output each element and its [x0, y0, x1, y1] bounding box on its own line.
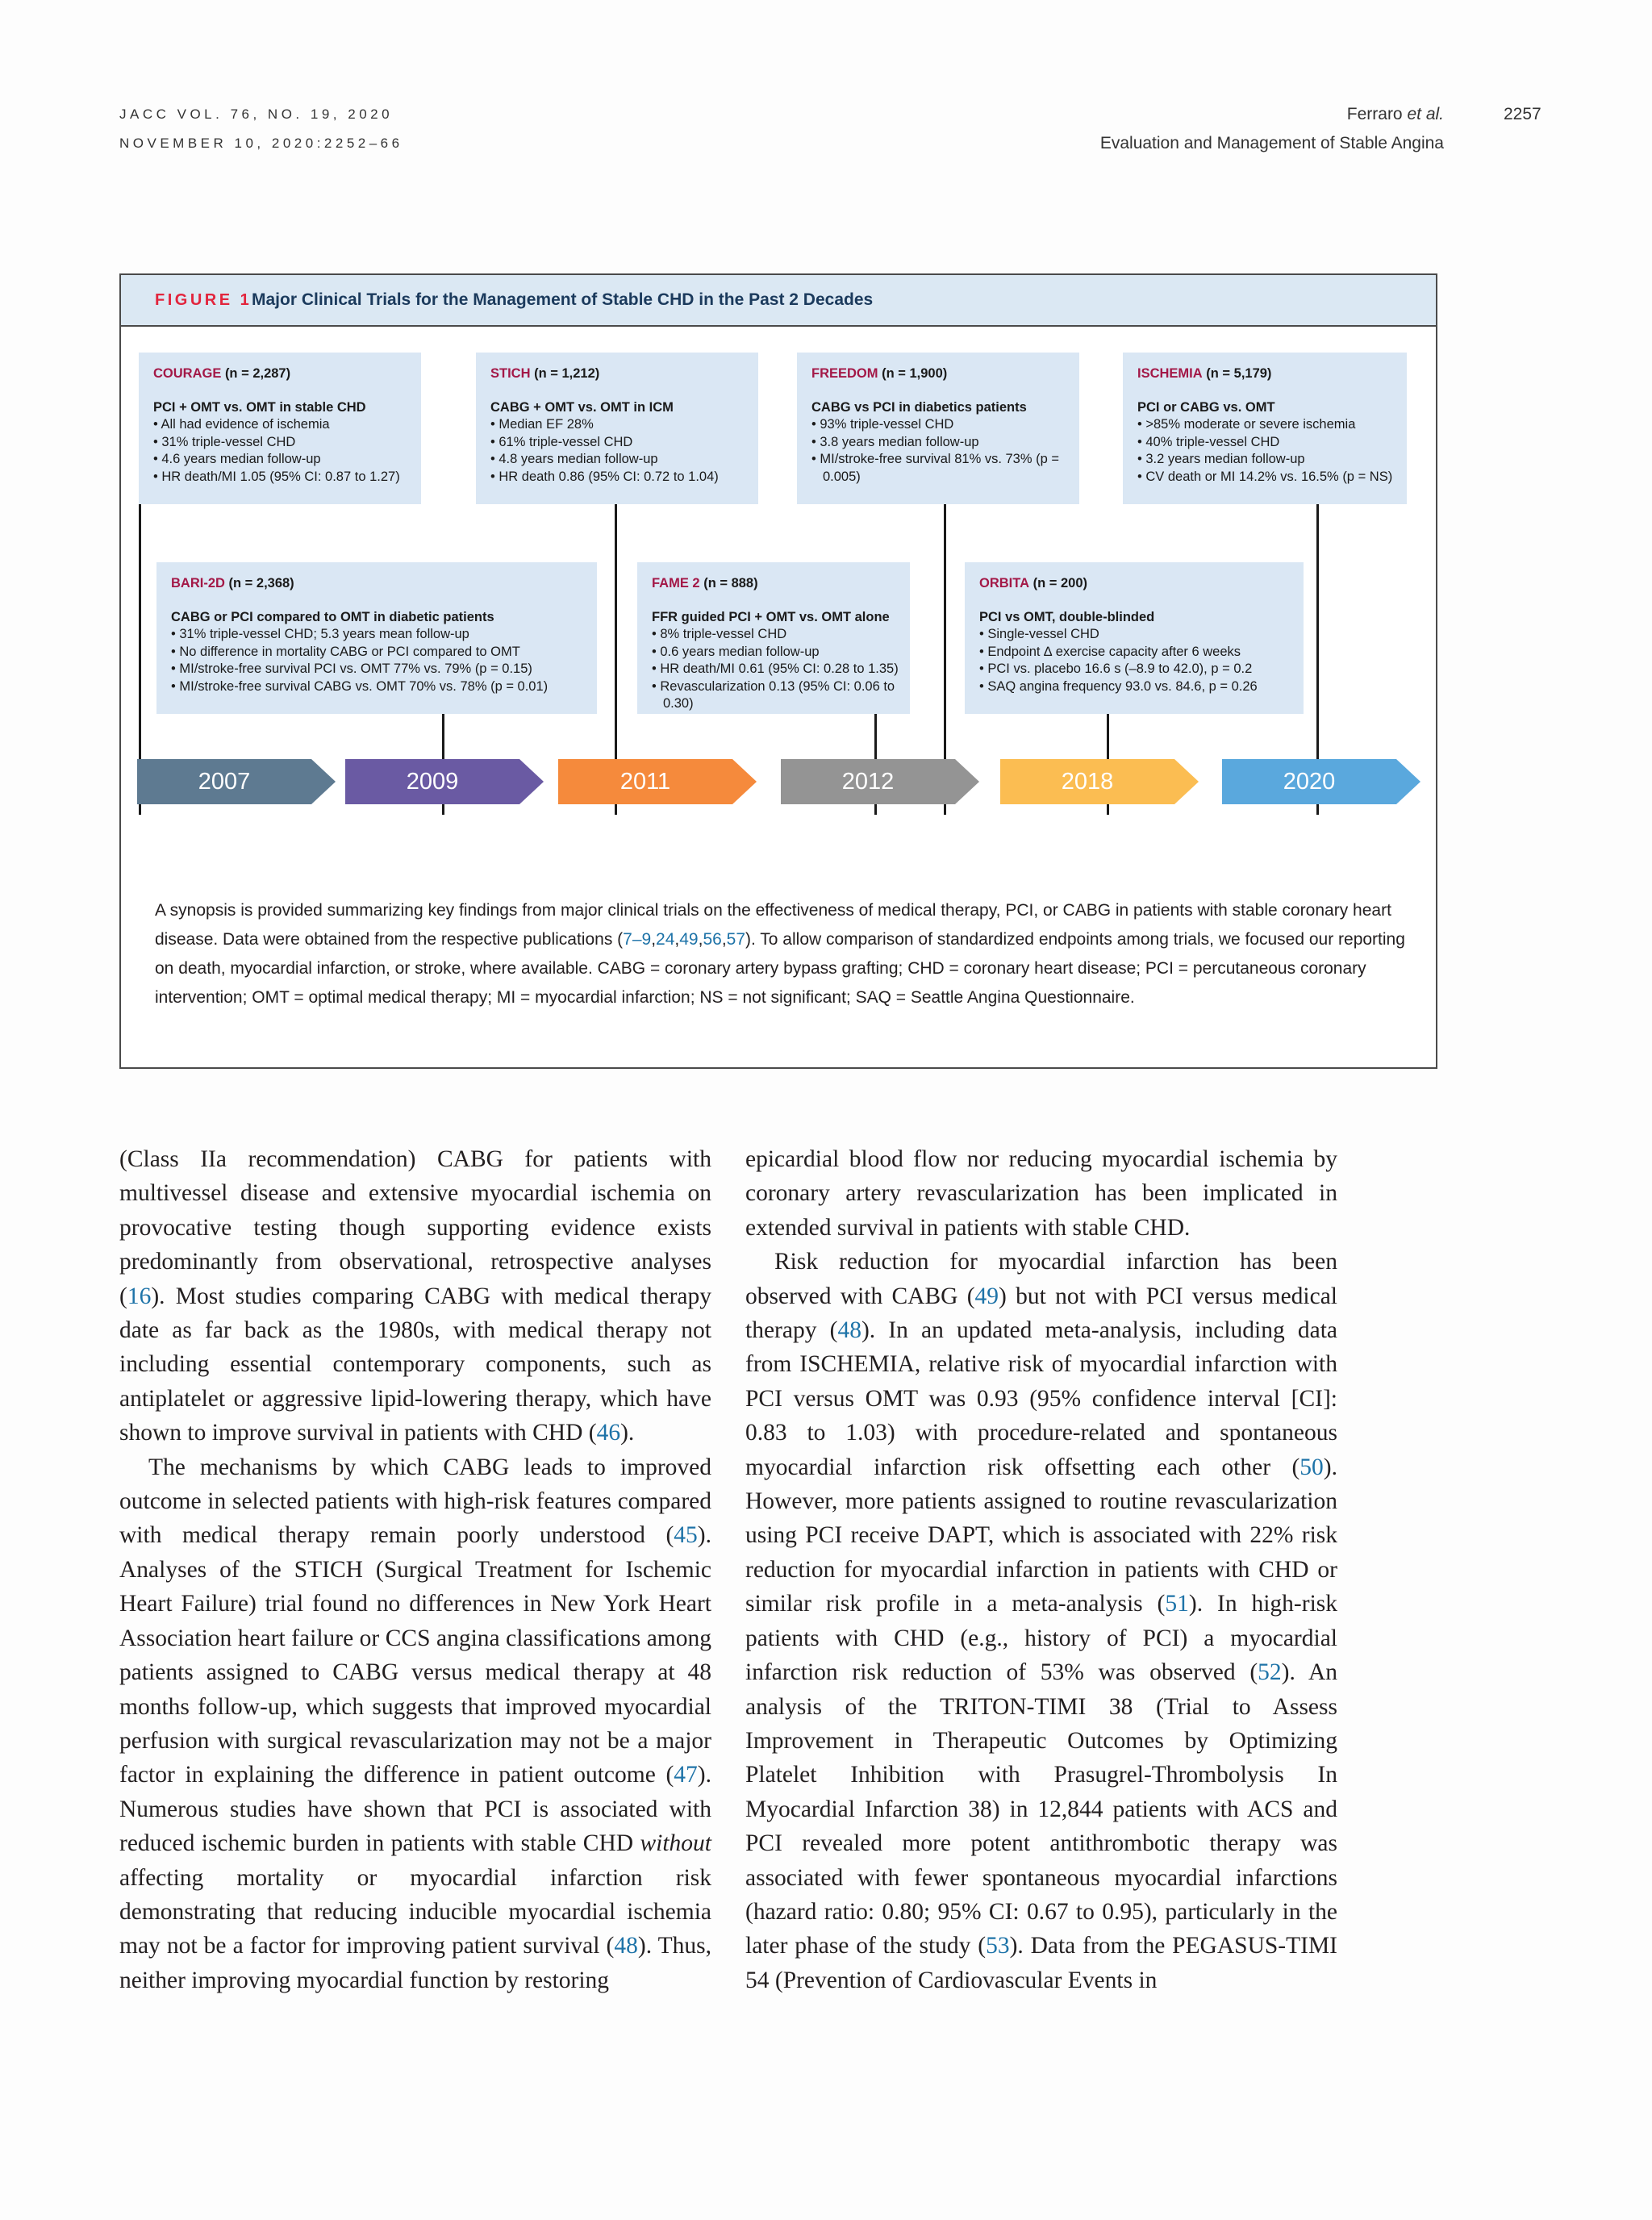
trial-bullet: • 31% triple-vessel CHD	[153, 434, 296, 449]
caption-ref-link[interactable]: 57	[726, 930, 746, 949]
running-head-left	[119, 100, 403, 158]
paragraph-text: affecting mortality or myocardial infarction risk demonstrating that reducing inducible myocardial ischemia may not be a factor for improving patient survival (	[119, 1864, 711, 1959]
reference-link[interactable]: 50	[1299, 1454, 1324, 1480]
figure-label: FIGURE 1	[155, 291, 252, 309]
paragraph-text: ). Analyses of the STICH (Surgical Treatment for Ischemic Heart Failure) trial found no differences in New York Heart Association heart failure or CCS angina classifications among patients assigned to CABG versus medical therapy at 48 months follow-up, which suggests that improved myocardial perfusion with surgical revascularization may not be a major factor in explaining the difference in patient outcome (	[119, 1522, 711, 1788]
trial-box-ischemia	[1123, 353, 1407, 504]
trial-bullet: • PCI vs. placebo 16.6 s (–8.9 to 42.0), p = 0.2	[979, 661, 1253, 676]
trial-bullet: • Median EF 28%	[490, 417, 594, 432]
trial-n: (n = 1,900)	[882, 366, 948, 381]
trial-bullet: • HR death/MI 0.61 (95% CI: 0.28 to 1.35)	[652, 661, 899, 676]
caption-text: A synopsis is provided summarizing key findings from major clinical trials on the effectiveness of medical therapy, PCI, or CABG in patients with stable coronary heart disease. Data were obtained from the respective publications (	[155, 901, 1391, 949]
trial-bullet: • All had evidence of ischemia	[153, 417, 330, 432]
paragraph	[745, 1142, 1337, 1245]
trial-n: (n = 5,179)	[1206, 366, 1272, 381]
running-head-right	[1100, 100, 1444, 158]
trial-n: (n = 200)	[1032, 576, 1088, 590]
trial-name: ISCHEMIA	[1137, 366, 1203, 381]
trial-name: STICH	[490, 366, 531, 381]
trial-bullet: • 8% triple-vessel CHD	[652, 627, 787, 641]
paragraph-text: The mechanisms by which CABG leads to improved outcome in selected patients with high-risk features compared with medical therapy remain poorly understood (	[119, 1454, 711, 1549]
timeline-year-label: 2009	[406, 769, 459, 795]
trial-bullet: • SAQ angina frequency 93.0 vs. 84.6, p = 0.26	[979, 678, 1258, 694]
trial-bullet: • Revascularization 0.13 (95% CI: 0.06 to 0.30)	[652, 678, 895, 711]
paragraph-text: ).	[620, 1420, 635, 1446]
trial-n: (n = 888)	[703, 576, 758, 590]
paragraph-text: Risk reduction for myocardial infarction has been observed with CABG (	[745, 1249, 1337, 1309]
figure-1	[119, 273, 1437, 1069]
body-column-right	[745, 1142, 1337, 1997]
reference-link[interactable]: 51	[1165, 1591, 1189, 1617]
trial-bullet: • >85% moderate or severe ischemia	[1137, 417, 1356, 432]
trial-n: (n = 2,368)	[228, 576, 294, 590]
paragraph-text: ). In an updated meta-analysis, including data from ISCHEMIA, relative risk of myocardial infarction with PCI versus OMT was 0.93 (95% confidence interval [CI]: 0.83 to 1.03) with procedure-related and spontaneous myocardial infarction risk offsetting each other (	[745, 1317, 1337, 1480]
trial-bullet: • HR death 0.86 (95% CI: 0.72 to 1.04)	[490, 469, 719, 484]
paragraph-text: ). Thus, neither improving myocardial function by restoring	[119, 1933, 711, 1993]
reference-link[interactable]: 48	[837, 1317, 861, 1344]
trial-box-fame-2	[637, 562, 910, 714]
figure-title: Major Clinical Trials for the Management of Stable CHD in the Past 2 Decades	[252, 290, 874, 309]
trial-bullet: • HR death/MI 1.05 (95% CI: 0.87 to 1.27)	[153, 469, 400, 484]
caption-separator: ,	[698, 930, 703, 949]
caption-text: ). To allow comparison of standardized endpoints among trials, we focused our reporting on death, myocardial infarction, or stroke, where available. CABG = coronary artery bypass grafting; CHD = coronary heart disease; PCI = percutaneous coronary intervention; OMT = optimal medical therapy; MI = myocardial infarction; NS = not significant; SAQ = Seattle Angina Questionnaire.	[155, 930, 1405, 1007]
caption-ref-link[interactable]: 49	[679, 930, 699, 949]
figure-header	[121, 275, 1436, 327]
trial-n: (n = 1,212)	[534, 366, 600, 381]
paragraph-text: ). Numerous studies have shown that PCI is associated with reduced ischemic burden in patients with stable CHD	[119, 1762, 711, 1857]
figure-caption	[155, 896, 1413, 1012]
trial-name: ORBITA	[979, 576, 1030, 590]
trial-bullet: • 3.8 years median follow-up	[811, 434, 979, 449]
paragraph-text: ). An analysis of the TRITON-TIMI 38 (Trial to Assess Improvement in Therapeutic Outcomes by Optimizing Platelet Inhibition with Prasugrel-Thrombolysis In Myocardial Infarction 38) in 12,844 patients with ACS and PCI revealed more potent antithrombotic therapy was associated with fewer spontaneous myocardial infarctions (hazard ratio: 0.80; 95% CI: 0.67 to 0.95), particularly in the later phase of the study (	[745, 1659, 1337, 1959]
paragraph	[119, 1450, 711, 1998]
caption-ref-link[interactable]: 24	[656, 930, 675, 949]
short-title: Evaluation and Management of Stable Angina	[1099, 134, 1444, 152]
trial-box-courage	[139, 353, 421, 504]
author-name: Ferraro	[1346, 105, 1403, 123]
trial-name: BARI-2D	[171, 576, 225, 590]
trial-bullet: • 40% triple-vessel CHD	[1137, 434, 1280, 449]
trial-name: FAME 2	[652, 576, 700, 590]
issue-date-pages: NOVEMBER 10, 2020:2252–66	[119, 136, 403, 151]
trial-bullet: • MI/stroke-free survival 81% vs. 73% (p = 0.005)	[811, 452, 1060, 484]
journal-citation: JACC VOL. 76, NO. 19, 2020	[119, 106, 394, 122]
timeline-year-label: 2007	[198, 769, 251, 795]
author-etal: et al.	[1407, 105, 1444, 123]
trial-bullet: • 4.8 years median follow-up	[490, 452, 658, 466]
paragraph-text: epicardial blood flow nor reducing myocardial ischemia by coronary artery revascularization has been implicated in extended survival in patients with stable CHD.	[745, 1146, 1337, 1241]
trial-bullet: • 61% triple-vessel CHD	[490, 434, 633, 449]
trial-box-orbita	[965, 562, 1304, 714]
caption-ref-link[interactable]: 7–9	[623, 930, 652, 949]
trial-box-stich	[476, 353, 758, 504]
paragraph-text: ) but not with PCI versus medical therapy (	[745, 1283, 1337, 1344]
trial-bullet: • Single-vessel CHD	[979, 627, 1099, 641]
trial-design: CABG + OMT vs. OMT in ICM	[490, 399, 674, 415]
trial-bullet: • 4.6 years median follow-up	[153, 452, 321, 466]
reference-link[interactable]: 52	[1258, 1659, 1282, 1686]
reference-link[interactable]: 49	[974, 1283, 999, 1309]
trial-design: CABG vs PCI in diabetics patients	[811, 399, 1027, 415]
page-number: 2257	[1504, 105, 1541, 123]
caption-ref-link[interactable]: 56	[703, 930, 722, 949]
reference-link[interactable]: 47	[674, 1762, 698, 1788]
trial-design: PCI vs OMT, double-blinded	[979, 609, 1155, 624]
caption-separator: ,	[721, 930, 727, 949]
timeline-year-label: 2018	[1061, 769, 1114, 795]
paragraph-text: ). Data from the PEGASUS-TIMI 54 (Prevention of Cardiovascular Events in	[745, 1933, 1337, 1993]
reference-link[interactable]: 16	[127, 1283, 152, 1309]
reference-link[interactable]: 45	[674, 1522, 698, 1549]
trial-bullet: • MI/stroke-free survival CABG vs. OMT 70% vs. 78% (p = 0.01)	[171, 678, 549, 694]
reference-link[interactable]: 48	[614, 1933, 638, 1959]
reference-link[interactable]: 46	[596, 1420, 621, 1446]
caption-separator: ,	[651, 930, 657, 949]
trial-bullet: • MI/stroke-free survival PCI vs. OMT 77% vs. 79% (p = 0.15)	[171, 661, 532, 676]
caption-separator: ,	[674, 930, 680, 949]
trial-name: FREEDOM	[811, 366, 878, 381]
trial-box-bari-2d	[156, 562, 597, 714]
reference-link[interactable]: 53	[986, 1933, 1010, 1959]
trial-bullet: • No difference in mortality CABG or PCI compared to OMT	[171, 644, 520, 659]
trial-design: PCI + OMT vs. OMT in stable CHD	[153, 399, 366, 415]
trial-name: COURAGE	[153, 366, 222, 381]
timeline-year-label: 2012	[841, 769, 895, 795]
emphasis: without	[640, 1830, 711, 1857]
trial-bullet: • 3.2 years median follow-up	[1137, 452, 1305, 466]
trial-design: PCI or CABG vs. OMT	[1137, 399, 1275, 415]
paragraph-text: ). In high-risk patients with CHD (e.g., history of PCI) a myocardial infarction risk reduction of 53% was observed (	[745, 1591, 1337, 1686]
paragraph-text: ). However, more patients assigned to routine revascularization using PCI receive DAPT, which is associated with 22% risk reduction for myocardial infarction in patients with CHD or similar risk profile in a meta-analysis (	[745, 1454, 1337, 1617]
paragraph-text: (Class IIa recommendation) CABG for patients with multivessel disease and extensive myocardial ischemia on provocative testing though supporting evidence exists predominantly from observational, retrospective analyses (	[119, 1146, 711, 1309]
trial-design: FFR guided PCI + OMT vs. OMT alone	[652, 609, 890, 624]
trial-bullet: • Endpoint ∆ exercise capacity after 6 weeks	[979, 644, 1241, 659]
trial-bullet: • CV death or MI 14.2% vs. 16.5% (p = NS)	[1137, 469, 1393, 484]
trial-design: CABG or PCI compared to OMT in diabetic patients	[171, 609, 494, 624]
paragraph	[745, 1245, 1337, 1997]
body-column-left	[119, 1142, 711, 1997]
timeline-year-label: 2020	[1283, 769, 1336, 795]
paragraph	[119, 1142, 711, 1450]
trial-bullet: • 93% triple-vessel CHD	[811, 417, 954, 432]
trial-box-freedom	[797, 353, 1079, 504]
timeline-year-label: 2011	[620, 769, 671, 795]
trial-bullet: • 0.6 years median follow-up	[652, 644, 820, 659]
paragraph-text: ). Most studies comparing CABG with medical therapy date as far back as the 1980s, with medical therapy not including essential contemporary components, such as antiplatelet or aggressive lipid-lowering therapy, which have shown to improve survival in patients with CHD (	[119, 1283, 711, 1446]
author-line	[1100, 100, 1444, 129]
trial-bullet: • 31% triple-vessel CHD; 5.3 years mean follow-up	[171, 627, 469, 641]
trial-n: (n = 2,287)	[224, 366, 291, 381]
